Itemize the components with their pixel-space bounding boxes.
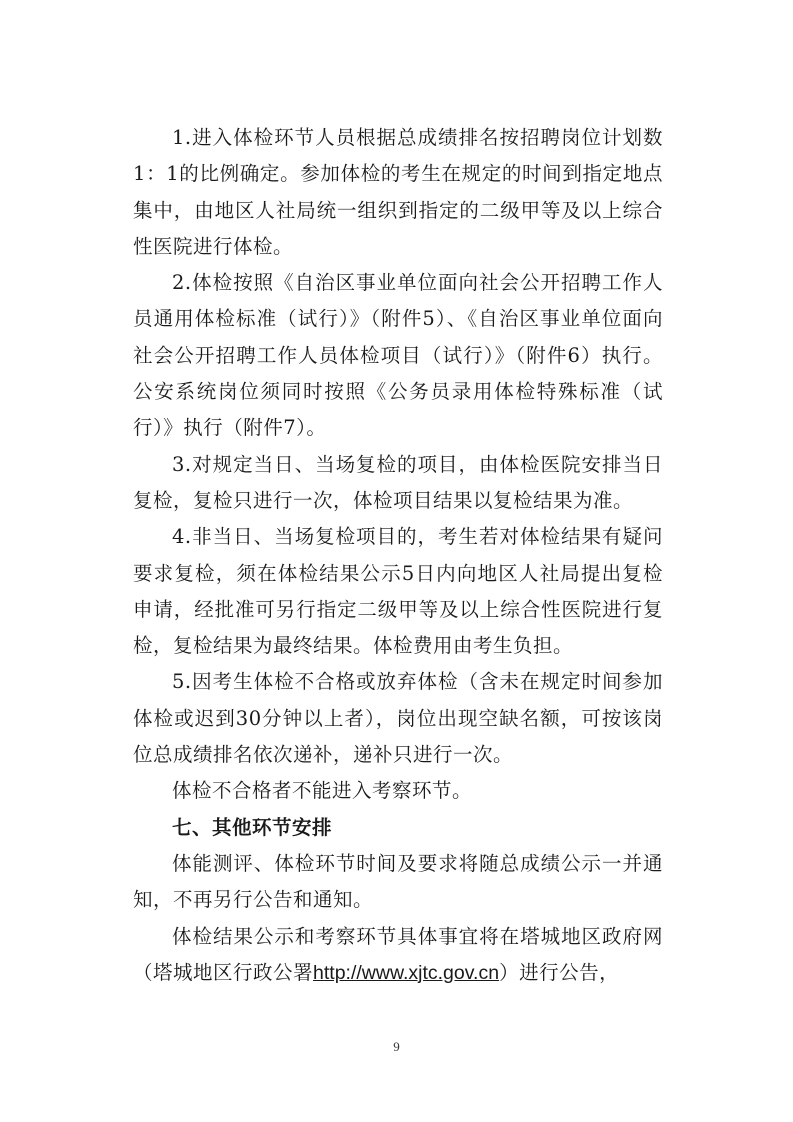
government-website-link[interactable]: http://www.xjtc.gov.cn [313,961,500,984]
announcement-text-before-link: 体检结果公示和考察环节具体事宜将在塔城地区政府网（塔城地区行政公署 [133,924,663,984]
announcement-text-after-link: ）进行公告， [499,960,620,984]
paragraph-notification: 体能测评、体检环节时间及要求将随总成绩公示一并通知，不再另行公告和通知。 [133,851,663,912]
paragraph-recheck-request: 4.非当日、当场复检项目的，考生若对体检结果有疑问要求复检，须在体检结果公示5日内向地区人社局提出复检申请，经批准可另行指定二级甲等及以上综合性医院进行复检，复检结果为最终结果。体检费用由考生负担。 [133,525,663,658]
section-heading-other-arrangements: 七、其他环节安排 [172,815,333,839]
paragraph-unqualified-note: 体检不合格者不能进入考察环节。 [172,779,473,803]
paragraph-same-day-recheck: 3.对规定当日、当场复检的项目，由体检医院安排当日复检，复检只进行一次，体检项目结果以复检结果为准。 [133,452,663,512]
paragraph-announcement [133,919,663,992]
paragraph-vacancy-replacement: 5.因考生体检不合格或放弃体检（含未在规定时间参加体检或迟到30分钟以上者），岗位出现空缺名额，可按该岗位总成绩排名依次递补，递补只进行一次。 [133,670,663,767]
paragraph-physical-exam-selection: 1.进入体检环节人员根据总成绩排名按招聘岗位计划数1：1的比例确定。参加体检的考生在规定的时间到指定地点集中，由地区人社局统一组织到指定的二级甲等及以上综合性医院进行体检。 [133,126,663,258]
page-number: 9 [393,1039,400,1054]
document-body [133,120,663,991]
paragraph-exam-standards: 2.体检按照《自治区事业单位面向社会公开招聘工作人员通用体检标准（试行）》（附件5）、《自治区事业单位面向社会公开招聘工作人员体检项目（试行）》（附件6）执行。公安系统岗位须同时按照《公务员录用体检特殊标准（试行）》执行（附件7）。 [133,271,663,440]
